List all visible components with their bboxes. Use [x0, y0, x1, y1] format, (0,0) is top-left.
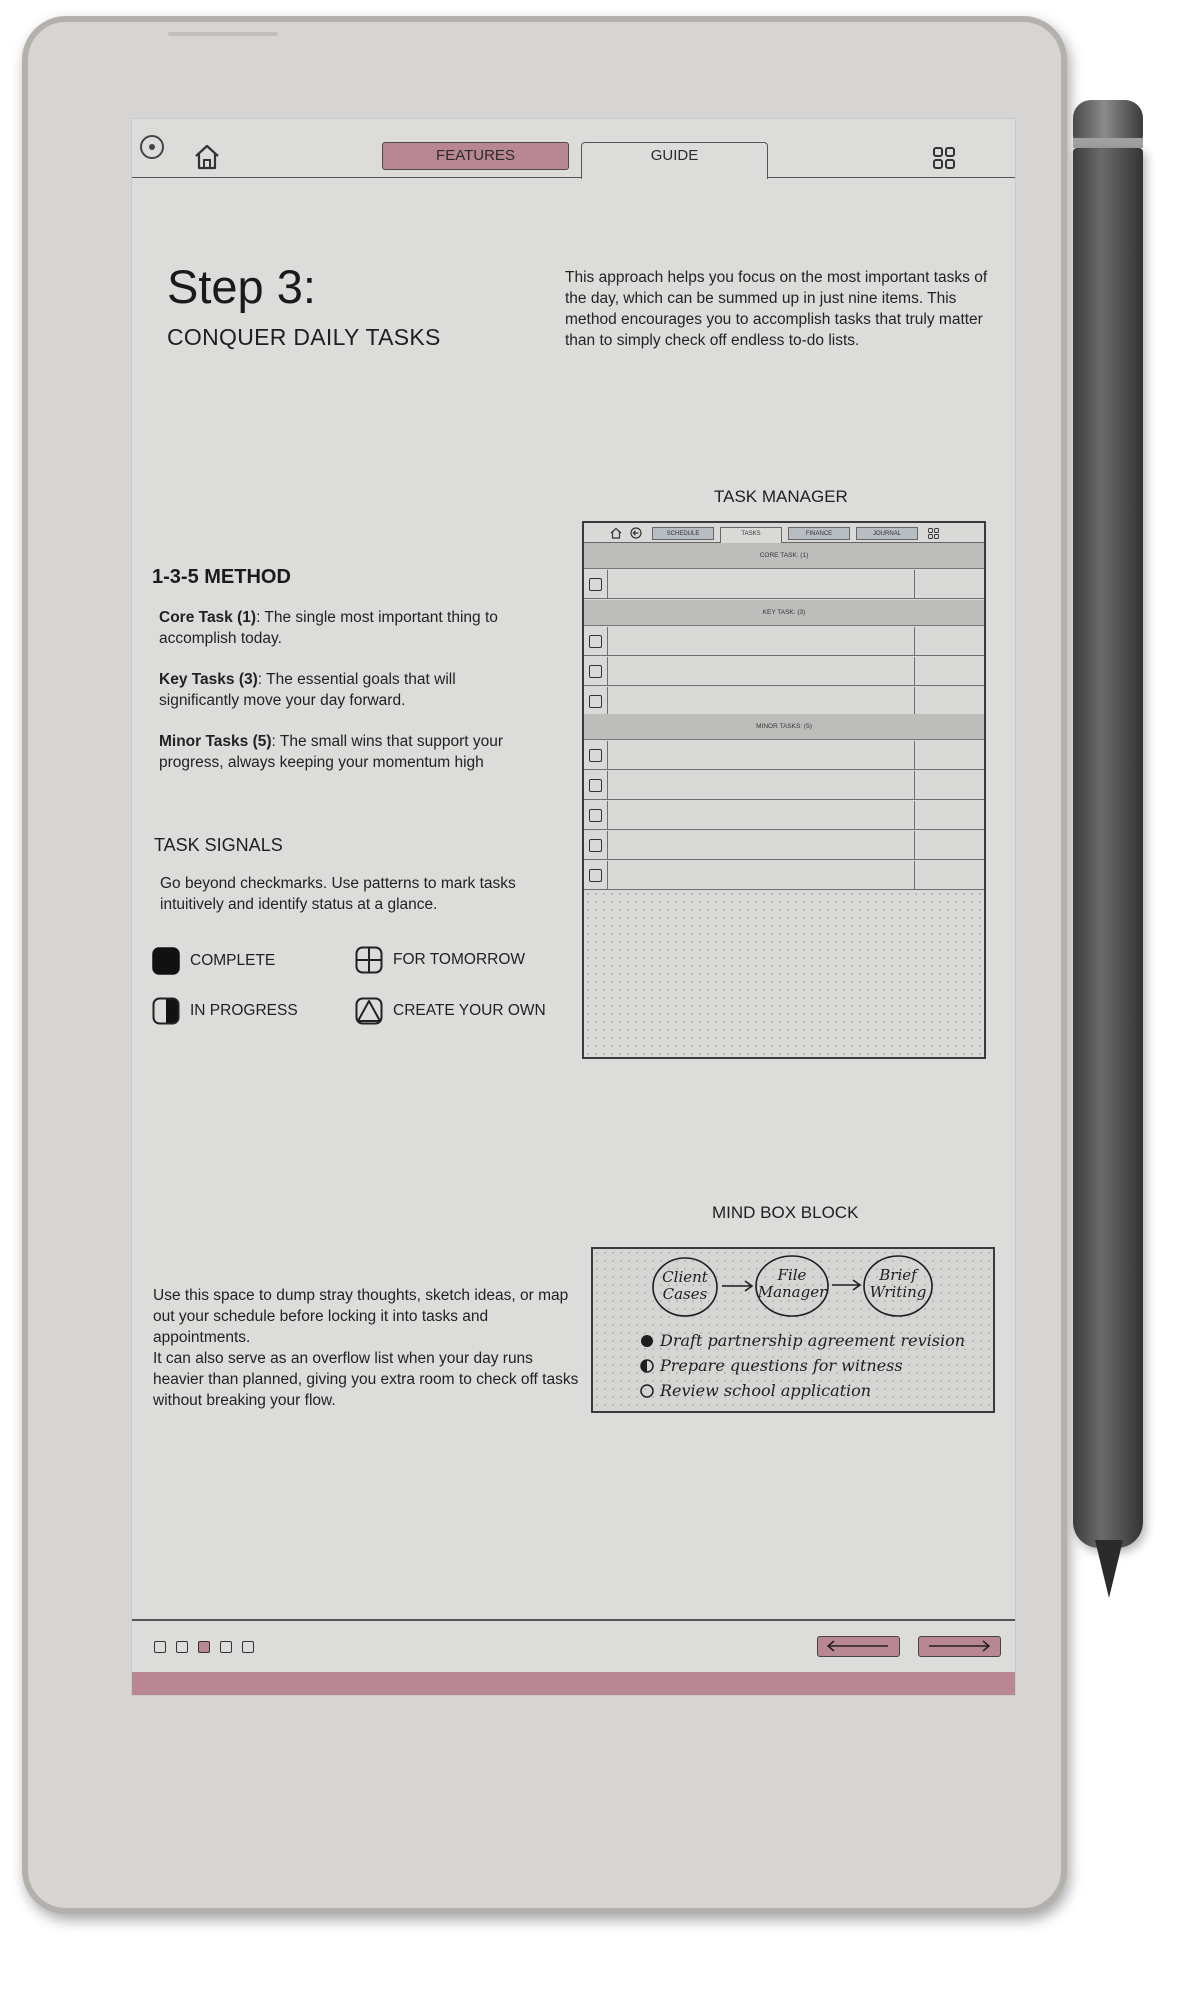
signal-for-tomorrow	[355, 946, 525, 974]
flow-label: Manager	[757, 1283, 827, 1301]
flow-label: File	[777, 1266, 807, 1284]
mind-box-sketch	[593, 1249, 993, 1411]
method-term: Key Tasks (3)	[159, 671, 258, 688]
method-text: : The small wins that support your progress, always keeping your momentum high	[159, 733, 504, 771]
method-heading: 1-3-5 METHOD	[152, 566, 291, 588]
next-page-button[interactable]	[918, 1636, 1001, 1657]
description-paragraph: Use this space to dump stray thoughts, sketch ideas, or map out your schedule before locking it into tasks and appointments.	[153, 1287, 569, 1346]
checkbox-icon	[589, 809, 602, 822]
accent-footer-strip	[132, 1672, 1016, 1696]
signal-complete	[152, 947, 275, 975]
signal-label: FOR TOMORROW	[393, 951, 526, 968]
tab-features[interactable]: FEATURES	[382, 142, 569, 170]
triangle-square-icon	[355, 997, 383, 1025]
method-term: Core Task (1)	[159, 609, 257, 626]
table-row	[584, 627, 984, 656]
tab-journal: JOURNAL	[856, 527, 918, 540]
table-row	[584, 570, 984, 599]
checkbox-icon	[589, 839, 602, 852]
checkbox-icon	[589, 635, 602, 648]
table-row	[584, 861, 984, 890]
section-core-task: CORE TASK: (1)	[584, 543, 984, 569]
mind-box-title: MIND BOX BLOCK	[712, 1203, 859, 1222]
signals-heading: TASK SIGNALS	[154, 835, 283, 855]
back-arrow-icon	[630, 527, 642, 539]
dot-grid-notes-area	[584, 890, 984, 1059]
signal-create-your-own	[355, 997, 546, 1025]
table-row	[584, 741, 984, 770]
signals-description: Go beyond checkmarks. Use patterns to mark tasks intuitively and identify status at a glance.	[160, 875, 516, 913]
method-text: : The essential goals that will significantly move your day forward.	[159, 671, 456, 709]
method-term: Minor Tasks (5)	[159, 733, 272, 750]
page-dot-current[interactable]	[198, 1641, 210, 1653]
table-row	[584, 657, 984, 686]
task-manager-nav	[584, 523, 984, 543]
section-key-task: KEY TASK: (3)	[584, 600, 984, 626]
flow-label: Writing	[869, 1283, 927, 1301]
flow-label: Brief	[879, 1266, 917, 1284]
previous-page-button[interactable]	[817, 1636, 900, 1657]
table-row	[584, 801, 984, 830]
stylus-pen	[1071, 100, 1145, 1600]
tablet-device	[22, 16, 1067, 1914]
open-circle-icon	[641, 1385, 653, 1397]
page-dot[interactable]	[242, 1641, 254, 1653]
signal-label: COMPLETE	[190, 952, 276, 969]
checkbox-icon	[589, 869, 602, 882]
flow-arrow-icon	[832, 1280, 860, 1290]
stylus-cap	[1073, 100, 1143, 140]
cross-square-icon	[355, 946, 383, 974]
signal-label: IN PROGRESS	[190, 1002, 298, 1019]
checkbox-icon	[589, 749, 602, 762]
table-row	[584, 771, 984, 800]
page-dot[interactable]	[154, 1641, 166, 1653]
page-indicator	[154, 1641, 254, 1653]
step-description: This approach helps you focus on the most important tasks of the day, which can be summed up in just nine items. This method encourages you to accomplish tasks that truly matter than to simply check off endless to-do lists.	[565, 269, 988, 349]
stylus-body	[1073, 148, 1143, 1548]
mind-box-preview	[591, 1247, 995, 1413]
method-item-core	[159, 607, 519, 649]
page-title: Step 3:	[167, 260, 316, 313]
checkbox-icon	[589, 578, 602, 591]
filled-circle-icon	[641, 1335, 653, 1347]
grid-icon	[928, 528, 939, 539]
bottom-divider	[132, 1619, 1016, 1621]
tab-guide[interactable]: GUIDE	[581, 142, 768, 179]
note-text: Review school application	[660, 1381, 872, 1400]
signal-in-progress	[152, 997, 298, 1025]
top-navigation	[132, 119, 1016, 178]
stylus-band	[1073, 138, 1143, 148]
task-manager-preview	[582, 521, 986, 1059]
checkbox-icon	[589, 779, 602, 792]
page-subtitle: CONQUER DAILY TASKS	[167, 324, 441, 350]
home-icon[interactable]	[193, 143, 221, 171]
grid-icon[interactable]	[932, 146, 956, 170]
method-item-key	[159, 669, 519, 711]
tab-schedule: SCHEDULE	[652, 527, 714, 540]
filled-square-icon	[152, 947, 180, 975]
section-minor-tasks: MINOR TASKS: (5)	[584, 714, 984, 740]
table-row	[584, 831, 984, 860]
flow-label: Cases	[662, 1285, 708, 1303]
half-filled-square-icon	[152, 997, 180, 1025]
tab-tasks: TASKS	[720, 527, 782, 543]
description-paragraph: It can also serve as an overflow list when your day runs heavier than planned, giving you extra room to check off tasks without breaking your flow.	[153, 1350, 579, 1409]
home-icon	[610, 527, 622, 539]
flow-label: Client	[662, 1268, 708, 1286]
method-text: : The single most important thing to accomplish today.	[159, 609, 498, 647]
mind-box-description	[153, 1285, 583, 1411]
note-text: Prepare questions for witness	[660, 1356, 903, 1375]
table-row	[584, 687, 984, 716]
power-button	[168, 32, 278, 36]
checkbox-icon	[589, 695, 602, 708]
page-dot[interactable]	[176, 1641, 188, 1653]
arrow-left-icon	[818, 1637, 898, 1655]
clock-icon[interactable]	[140, 135, 164, 159]
stylus-tip	[1095, 1540, 1123, 1598]
signal-label: CREATE YOUR OWN	[393, 1002, 546, 1019]
checkbox-icon	[589, 665, 602, 678]
tab-finance: FINANCE	[788, 527, 850, 540]
flow-arrow-icon	[722, 1281, 752, 1291]
task-manager-title: TASK MANAGER	[714, 487, 848, 506]
method-item-minor	[159, 731, 519, 773]
arrow-right-icon	[919, 1637, 999, 1655]
page-dot[interactable]	[220, 1641, 232, 1653]
tablet-screen	[131, 118, 1016, 1696]
note-text: Draft partnership agreement revision	[660, 1331, 966, 1350]
